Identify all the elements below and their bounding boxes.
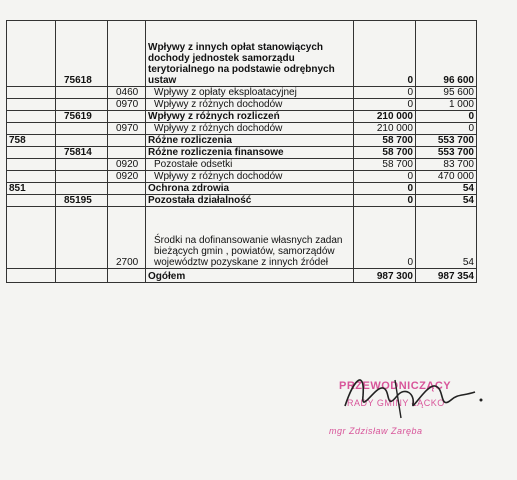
stamp-name: mgr Zdzisław Zaręba [329,426,423,436]
description-cell: Wpływy z opłaty eksploatacyjnej [146,87,354,99]
plan-value-cell: 0 [354,207,416,269]
dzial-cell [7,87,56,99]
table-row [7,123,477,135]
description-cell: Ogółem [146,269,354,283]
stamp-council: RADY GMINY ŁĄCKO [347,398,445,408]
plan-value-cell: 0 [354,99,416,111]
paragraph-cell [108,111,146,123]
table-row [7,159,477,171]
paragraph-cell: 0920 [108,171,146,183]
after-change-value-cell: 0 [416,123,477,135]
dzial-cell [7,111,56,123]
after-change-value-cell: 95 600 [416,87,477,99]
plan-value-cell: 58 700 [354,147,416,159]
plan-value-cell: 0 [354,183,416,195]
description-cell: Ochrona zdrowia [146,183,354,195]
dzial-cell [7,147,56,159]
after-change-value-cell: 987 354 [416,269,477,283]
plan-value-cell: 210 000 [354,111,416,123]
rozdzial-cell [56,99,108,111]
stamp-title: PRZEWODNICZĄCY [339,380,452,392]
table-row [7,87,477,99]
description-cell: Wpływy z różnych dochodów [146,171,354,183]
paragraph-cell: 0920 [108,159,146,171]
rozdzial-cell [56,269,108,283]
table-row [7,21,477,87]
rozdzial-cell: 85195 [56,195,108,207]
rozdzial-cell [56,135,108,147]
rozdzial-cell [56,171,108,183]
paragraph-cell: 0970 [108,123,146,135]
after-change-value-cell: 54 [416,183,477,195]
rozdzial-cell [56,123,108,135]
dzial-cell: 851 [7,183,56,195]
table-row [7,207,477,269]
description-cell: Różne rozliczenia finansowe [146,147,354,159]
description-cell: Różne rozliczenia [146,135,354,147]
rozdzial-cell [56,87,108,99]
rozdzial-cell [56,207,108,269]
budget-table [6,20,477,283]
table-row [7,99,477,111]
description-cell: Pozostała działalność [146,195,354,207]
handwritten-signature [335,366,485,426]
after-change-value-cell: 0 [416,111,477,123]
table-row [7,147,477,159]
after-change-value-cell: 553 700 [416,135,477,147]
plan-value-cell: 0 [354,21,416,87]
after-change-value-cell: 83 700 [416,159,477,171]
dzial-cell: 758 [7,135,56,147]
after-change-value-cell: 553 700 [416,147,477,159]
table-row [7,111,477,123]
plan-value-cell: 0 [354,87,416,99]
table-row [7,269,477,283]
description-cell: Pozostałe odsetki [146,159,354,171]
rozdzial-cell: 75619 [56,111,108,123]
paragraph-cell [108,135,146,147]
after-change-value-cell: 96 600 [416,21,477,87]
table-row [7,195,477,207]
description-cell: Wpływy z różnych dochodów [146,99,354,111]
table-row [7,171,477,183]
description-cell: Wpływy z innych opłat stanowiących dochody jednostek samorządu terytorialnego na podstawie odrębnych ustaw [146,21,354,87]
paragraph-cell [108,183,146,195]
plan-value-cell: 58 700 [354,135,416,147]
plan-value-cell: 0 [354,195,416,207]
budget-table-body [7,21,477,283]
table-row [7,135,477,147]
dzial-cell [7,269,56,283]
plan-value-cell: 58 700 [354,159,416,171]
description-cell: Środki na dofinansowanie własnych zadan bieżących gmin , powiatów, samorządów województw pozyskane z innych źródeł [146,207,354,269]
paragraph-cell [108,195,146,207]
after-change-value-cell: 1 000 [416,99,477,111]
after-change-value-cell: 54 [416,195,477,207]
plan-value-cell: 0 [354,171,416,183]
paragraph-cell: 2700 [108,207,146,269]
dzial-cell [7,171,56,183]
paragraph-cell [108,269,146,283]
dzial-cell [7,123,56,135]
dzial-cell [7,195,56,207]
after-change-value-cell: 470 000 [416,171,477,183]
rozdzial-cell: 75618 [56,21,108,87]
dzial-cell [7,207,56,269]
plan-value-cell: 210 000 [354,123,416,135]
table-row [7,183,477,195]
dzial-cell [7,21,56,87]
plan-value-cell: 987 300 [354,269,416,283]
paragraph-cell: 0460 [108,87,146,99]
paragraph-cell [108,21,146,87]
rozdzial-cell [56,159,108,171]
dzial-cell [7,99,56,111]
description-cell: Wpływy z różnych dochodów [146,123,354,135]
rozdzial-cell [56,183,108,195]
paragraph-cell: 0970 [108,99,146,111]
after-change-value-cell: 54 [416,207,477,269]
description-cell: Wpływy z różnych rozliczeń [146,111,354,123]
rozdzial-cell: 75814 [56,147,108,159]
paragraph-cell [108,147,146,159]
dzial-cell [7,159,56,171]
